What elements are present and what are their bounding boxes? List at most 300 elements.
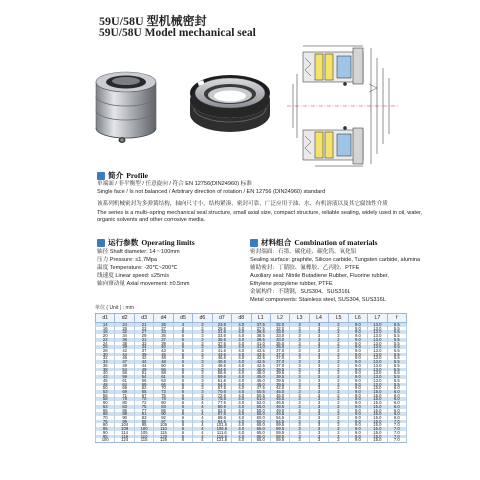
table-cell: 9.0: [348, 401, 367, 405]
table-cell: 4: [193, 401, 212, 405]
table-cell: 6: [173, 375, 192, 379]
table-cell: 5: [173, 349, 192, 353]
table-cell: 27: [154, 327, 173, 331]
table-cell: 6: [173, 405, 192, 409]
table-cell: 4: [193, 431, 212, 435]
table-cell: 56: [134, 379, 153, 383]
table-cell: 2: [329, 438, 348, 442]
table-cell: 54: [134, 375, 153, 379]
table-cell: 9.0: [348, 427, 367, 431]
seal-stationary-ring: [190, 75, 270, 132]
table-cell: 105: [134, 431, 153, 435]
table-cell: 39: [134, 353, 153, 357]
operating-heading: [97, 237, 195, 248]
table-cell: 2: [329, 383, 348, 387]
table-cell: 104: [115, 423, 134, 427]
table-cell: 3: [309, 327, 328, 331]
table-cell: 3: [290, 364, 309, 368]
table-cell: 115: [134, 438, 153, 442]
table-cell: 4.0: [232, 435, 251, 439]
table-cell: 4.0: [232, 323, 251, 327]
table-cell: 13.0: [368, 353, 387, 357]
table-cell: 64: [115, 383, 134, 387]
table-cell: 5.5: [387, 360, 406, 364]
table-cell: 115: [154, 431, 173, 435]
table-cell: 6.0: [387, 405, 406, 409]
table-cell: 3: [193, 349, 212, 353]
materials-line: 金属构件：不锈钢，SUS304、SUS316L: [250, 289, 351, 295]
table-cell: 37.0: [270, 349, 289, 353]
table-cell: 6: [173, 371, 192, 375]
table-cell: 42: [115, 349, 134, 353]
table-cell: 13.0: [368, 379, 387, 383]
table-cell: 2: [329, 423, 348, 427]
table-cell: 106.6: [212, 427, 231, 431]
table-cell: 5: [173, 330, 192, 334]
materials-heading-cn: 材料组合: [261, 238, 292, 247]
table-cell: 4: [193, 423, 212, 427]
table-cell: 95: [96, 435, 115, 439]
table-cell: 39.5: [270, 383, 289, 387]
table-cell: 3: [290, 327, 309, 331]
table-cell: 6.0: [387, 416, 406, 420]
table-cell: 50: [96, 386, 115, 390]
table-cell: 56: [115, 371, 134, 375]
table-cell: 13.0: [368, 327, 387, 331]
table-cell: 15.0: [368, 405, 387, 409]
table-cell: 75: [96, 420, 115, 424]
table-cell: 32.0: [270, 327, 289, 331]
table-cell: 28: [96, 349, 115, 353]
table-cell: 15.0: [368, 427, 387, 431]
table-cell: 3: [309, 390, 328, 394]
table-cell: 47.5: [251, 386, 270, 390]
table-cell: 90: [154, 412, 173, 416]
operating-line: 压力 Pressure: ≤1.7Mpa: [97, 257, 157, 263]
table-cell: 6: [173, 438, 192, 442]
table-cell: 48.6: [212, 364, 231, 368]
table-cell: 5.5: [387, 371, 406, 375]
product-photo: [88, 48, 278, 158]
table-cell: 4: [193, 438, 212, 442]
table-cell: 9.0: [348, 356, 367, 360]
table-cell: 41.6: [212, 349, 231, 353]
table-cell: 42.5: [251, 356, 270, 360]
operating-line: 轴径 Shaft diameter: 14～100mm: [97, 249, 180, 255]
table-cell: 42: [134, 356, 153, 360]
table-cell: 75: [154, 394, 173, 398]
column-header: L1: [251, 314, 270, 323]
table-cell: 6.0: [387, 390, 406, 394]
table-cell: 49.5: [270, 409, 289, 413]
table-cell: 3: [290, 416, 309, 420]
table-cell: 5.5: [387, 338, 406, 342]
table-cell: 3: [193, 383, 212, 387]
table-cell: 45.0: [251, 375, 270, 379]
table-cell: 4: [193, 397, 212, 401]
table-cell: 42.5: [251, 364, 270, 368]
table-body: [96, 323, 407, 443]
table-cell: 65.0: [251, 435, 270, 439]
table-cell: 3: [309, 323, 328, 327]
table-cell: 3: [193, 323, 212, 327]
table-cell: 59.6: [212, 375, 231, 379]
table-cell: 6.0: [387, 412, 406, 416]
table-cell: 4.0: [232, 360, 251, 364]
column-header: d3: [134, 314, 153, 323]
table-cell: 67: [134, 394, 153, 398]
table-cell: 7.0: [387, 427, 406, 431]
table-cell: 33: [154, 330, 173, 334]
table-cell: 3: [290, 431, 309, 435]
table-cell: 4.0: [232, 371, 251, 375]
table-cell: 3: [193, 330, 212, 334]
table-cell: 3: [309, 342, 328, 346]
table-cell: 15.0: [368, 397, 387, 401]
table-cell: 45.0: [251, 383, 270, 387]
table-cell: 2: [329, 412, 348, 416]
table-cell: 37.0: [270, 353, 289, 357]
table-cell: 80: [96, 423, 115, 427]
table-cell: 95: [134, 423, 153, 427]
table-cell: 6.0: [387, 401, 406, 405]
table-cell: 3: [193, 345, 212, 349]
table-cell: 3: [309, 356, 328, 360]
table-cell: 2: [329, 379, 348, 383]
table-cell: 3: [290, 349, 309, 353]
table-cell: 3: [290, 394, 309, 398]
materials-line: 辅助密封：丁腈胶、氟橡胶、乙丙胶、PTFE: [250, 265, 360, 271]
table-cell: 15.0: [368, 416, 387, 420]
table-cell: 9.0: [348, 409, 367, 413]
table-cell: 45.5: [270, 397, 289, 401]
table-cell: 15.0: [368, 412, 387, 416]
table-cell: 50.5: [251, 390, 270, 394]
table-cell: 13.0: [368, 383, 387, 387]
table-cell: 13.0: [368, 323, 387, 327]
table-cell: 40: [154, 345, 173, 349]
table-cell: 5: [173, 345, 192, 349]
table-cell: 13.0: [368, 342, 387, 346]
table-cell: 67.6: [212, 386, 231, 390]
table-cell: 9.0: [348, 353, 367, 357]
table-cell: 33: [134, 342, 153, 346]
table-cell: 4.0: [232, 364, 251, 368]
table-cell: 59.5: [270, 427, 289, 431]
table-cell: 4.0: [232, 330, 251, 334]
table-cell: 4: [173, 323, 192, 327]
table-cell: 25.6: [212, 327, 231, 331]
table-cell: 99: [115, 420, 134, 424]
table-cell: 5: [173, 334, 192, 338]
table-cell: 5.5: [387, 330, 406, 334]
table-cell: 55.0: [251, 412, 270, 416]
table-cell: 3: [309, 330, 328, 334]
table-cell: 6: [173, 394, 192, 398]
table-cell: 33.0: [270, 338, 289, 342]
materials-heading-en: Combination of materials: [294, 238, 378, 247]
profile-desc-en: The series is a multi–spring mechanical seal structure, small axial size, compact structure, reliable sealing, widely used in oil, water, organic solvents and other corrosive media.: [97, 210, 423, 224]
table-cell: 2: [329, 360, 348, 364]
table-cell: 6: [173, 356, 192, 360]
table-cell: 100: [134, 427, 153, 431]
column-header: f: [387, 314, 406, 323]
table-cell: 38.5: [251, 330, 270, 334]
table-cell: 3: [290, 330, 309, 334]
table-cell: 15.0: [368, 435, 387, 439]
table-cell: 3: [309, 420, 328, 424]
table-cell: 63: [96, 405, 115, 409]
table-cell: 78: [115, 397, 134, 401]
table-cell: 97: [154, 420, 173, 424]
table-cell: 43: [154, 349, 173, 353]
table-cell: 5.5: [387, 368, 406, 372]
table-cell: 3: [309, 416, 328, 420]
table-cell: 3: [290, 353, 309, 357]
table-cell: 20: [96, 334, 115, 338]
column-header: L6: [348, 314, 367, 323]
table-cell: 3: [290, 375, 309, 379]
column-header: L2: [270, 314, 289, 323]
table-cell: 3: [309, 386, 328, 390]
table-cell: 5.5: [387, 349, 406, 353]
table-cell: 70.6: [212, 390, 231, 394]
table-cell: 4.0: [232, 412, 251, 416]
table-cell: 37.5: [251, 327, 270, 331]
table-cell: 51: [134, 371, 153, 375]
table-cell: 9.0: [348, 345, 367, 349]
table-cell: 6.0: [387, 409, 406, 413]
table-cell: 87.6: [212, 412, 231, 416]
operating-line: 温度 Temperature: -20℃~200℃: [97, 265, 178, 271]
table-cell: 38.5: [251, 334, 270, 338]
table-cell: 6: [173, 435, 192, 439]
table-cell: 59.5: [270, 438, 289, 442]
table-cell: 116.6: [212, 435, 231, 439]
table-cell: 4: [193, 427, 212, 431]
table-cell: 14: [96, 323, 115, 327]
table-cell: 9.0: [348, 386, 367, 390]
table-cell: 9.0: [348, 394, 367, 398]
table-cell: 43.6: [212, 353, 231, 357]
table-cell: 24: [96, 342, 115, 346]
table-cell: 4.0: [232, 386, 251, 390]
table-cell: 26: [115, 327, 134, 331]
table-cell: 46.6: [212, 356, 231, 360]
table-cell: 4: [193, 435, 212, 439]
table-cell: 35.6: [212, 338, 231, 342]
table-cell: 59: [134, 383, 153, 387]
table-cell: 15.0: [368, 394, 387, 398]
table-cell: 65.0: [251, 431, 270, 435]
table-unit-label: 单位 ( Unit ) : mm: [95, 305, 134, 311]
table-cell: 39.5: [270, 371, 289, 375]
table-cell: 25: [154, 323, 173, 327]
materials-line: 密封端面：石墨、碳化硅、碳化钨、氧化铝: [250, 249, 357, 255]
table-cell: 77.6: [212, 401, 231, 405]
table-cell: 6: [173, 386, 192, 390]
table-cell: 59: [115, 375, 134, 379]
table-cell: 5: [173, 342, 192, 346]
table-cell: 72.6: [212, 394, 231, 398]
table-cell: 3: [309, 371, 328, 375]
table-cell: 110: [154, 427, 173, 431]
table-cell: 100: [96, 438, 115, 442]
table-cell: 9.0: [348, 342, 367, 346]
table-cell: 3: [309, 394, 328, 398]
table-cell: 4: [193, 420, 212, 424]
table-cell: 3: [193, 334, 212, 338]
table-cell: 60: [96, 401, 115, 405]
column-header: d6: [193, 314, 212, 323]
table-cell: 3: [290, 379, 309, 383]
table-cell: 3: [309, 423, 328, 427]
table-cell: 39.5: [270, 375, 289, 379]
table-cell: 4.0: [232, 327, 251, 331]
table-cell: 45: [154, 353, 173, 357]
table-cell: 60.0: [251, 416, 270, 420]
table-cell: 3: [193, 338, 212, 342]
table-cell: 2: [329, 356, 348, 360]
cross-section-drawing: [285, 44, 400, 169]
table-cell: 6: [173, 412, 192, 416]
table-cell: 80: [154, 401, 173, 405]
operating-line: 线速度 Linear speed: ≤25m/s: [97, 273, 170, 279]
table-cell: 80.6: [212, 405, 231, 409]
table-cell: 2: [329, 394, 348, 398]
table-cell: 90: [96, 431, 115, 435]
table-cell: 4.0: [232, 379, 251, 383]
table-cell: 4.0: [232, 431, 251, 435]
table-cell: 9.0: [348, 368, 367, 372]
table-cell: 6: [173, 364, 192, 368]
table-cell: 111.6: [212, 431, 231, 435]
table-cell: 42.5: [251, 360, 270, 364]
table-cell: 2: [329, 375, 348, 379]
table-cell: 6: [173, 368, 192, 372]
table-cell: 5.5: [387, 353, 406, 357]
table-cell: 83: [134, 416, 153, 420]
table-cell: 38: [96, 368, 115, 372]
table-cell: 13.0: [368, 368, 387, 372]
section-marker-icon: [97, 172, 105, 180]
table-cell: 2: [329, 364, 348, 368]
table-cell: 37.6: [212, 342, 231, 346]
table-cell: 9.0: [348, 379, 367, 383]
table-cell: 6: [173, 360, 192, 364]
table-cell: 81: [134, 412, 153, 416]
table-cell: 32: [115, 330, 134, 334]
table-cell: 3: [309, 383, 328, 387]
table-cell: 45.0: [251, 379, 270, 383]
table-cell: 3: [193, 375, 212, 379]
table-cell: 75.6: [212, 397, 231, 401]
table-cell: 6: [173, 423, 192, 427]
table-cell: 65.0: [251, 438, 270, 442]
table-cell: 70: [96, 416, 115, 420]
table-cell: 37.0: [270, 360, 289, 364]
table-cell: 90: [115, 416, 134, 420]
table-cell: 114: [115, 431, 134, 435]
table-cell: 45: [96, 379, 115, 383]
table-cell: 15.0: [368, 401, 387, 405]
table-cell: 46.6: [212, 360, 231, 364]
table-cell: 15.0: [368, 390, 387, 394]
title-english: 59U/58U Model mechanical seal: [99, 27, 256, 39]
table-cell: 65.0: [251, 427, 270, 431]
table-cell: 7.0: [387, 435, 406, 439]
table-cell: 3: [290, 435, 309, 439]
table-cell: 65: [96, 409, 115, 413]
table-cell: 5.5: [387, 379, 406, 383]
table-cell: 83: [115, 405, 134, 409]
table-cell: 38: [115, 342, 134, 346]
table-cell: 4.0: [232, 420, 251, 424]
table-cell: 5.5: [387, 327, 406, 331]
table-cell: 56: [154, 368, 173, 372]
table-cell: 51.0: [251, 397, 270, 401]
table-cell: 3: [309, 334, 328, 338]
table-cell: 4: [193, 409, 212, 413]
table-cell: 121.6: [212, 438, 231, 442]
table-cell: 64.6: [212, 383, 231, 387]
table-cell: 7.0: [387, 438, 406, 442]
table-cell: 3: [290, 427, 309, 431]
table-cell: 21: [134, 323, 153, 327]
table-cell: 54: [115, 368, 134, 372]
table-cell: 6: [173, 390, 192, 394]
table-cell: 4.0: [232, 438, 251, 442]
materials-line: Sealing surface: graphite, Silicon carbide, Tungsten carbide, alumina: [250, 257, 421, 263]
table-cell: 9.0: [348, 334, 367, 338]
section-marker-icon: [97, 239, 105, 247]
table-cell: 124: [115, 438, 134, 442]
table-cell: 44: [115, 353, 134, 357]
table-cell: 4.0: [232, 383, 251, 387]
dimensions-table: [95, 313, 407, 443]
table-cell: 4.0: [232, 349, 251, 353]
table-cell: 3: [309, 353, 328, 357]
table-cell: 55: [96, 394, 115, 398]
table-cell: 61: [154, 375, 173, 379]
table-cell: 9.0: [348, 423, 367, 427]
table-cell: 3: [309, 368, 328, 372]
table-cell: 3: [290, 397, 309, 401]
table-cell: 89.6: [212, 416, 231, 420]
table-cell: 15.0: [368, 431, 387, 435]
table-cell: 2: [329, 330, 348, 334]
table-cell: 3: [290, 334, 309, 338]
table-cell: 2: [329, 345, 348, 349]
section-marker-icon: [250, 239, 258, 247]
table-cell: 49.5: [270, 405, 289, 409]
table-cell: 59.5: [270, 431, 289, 435]
table-cell: 63: [154, 379, 173, 383]
table-cell: 2: [329, 386, 348, 390]
table-cell: 35.5: [270, 345, 289, 349]
table-cell: 49.5: [270, 412, 289, 416]
table-cell: 2: [329, 409, 348, 413]
table-cell: 52.0: [251, 401, 270, 405]
table-cell: 3: [193, 342, 212, 346]
column-header: L5: [329, 314, 348, 323]
table-cell: 4.0: [232, 394, 251, 398]
table-cell: 88: [134, 420, 153, 424]
table-cell: 6: [173, 379, 192, 383]
table-cell: 6: [173, 409, 192, 413]
table-cell: 3: [290, 386, 309, 390]
table-cell: 29: [134, 334, 153, 338]
